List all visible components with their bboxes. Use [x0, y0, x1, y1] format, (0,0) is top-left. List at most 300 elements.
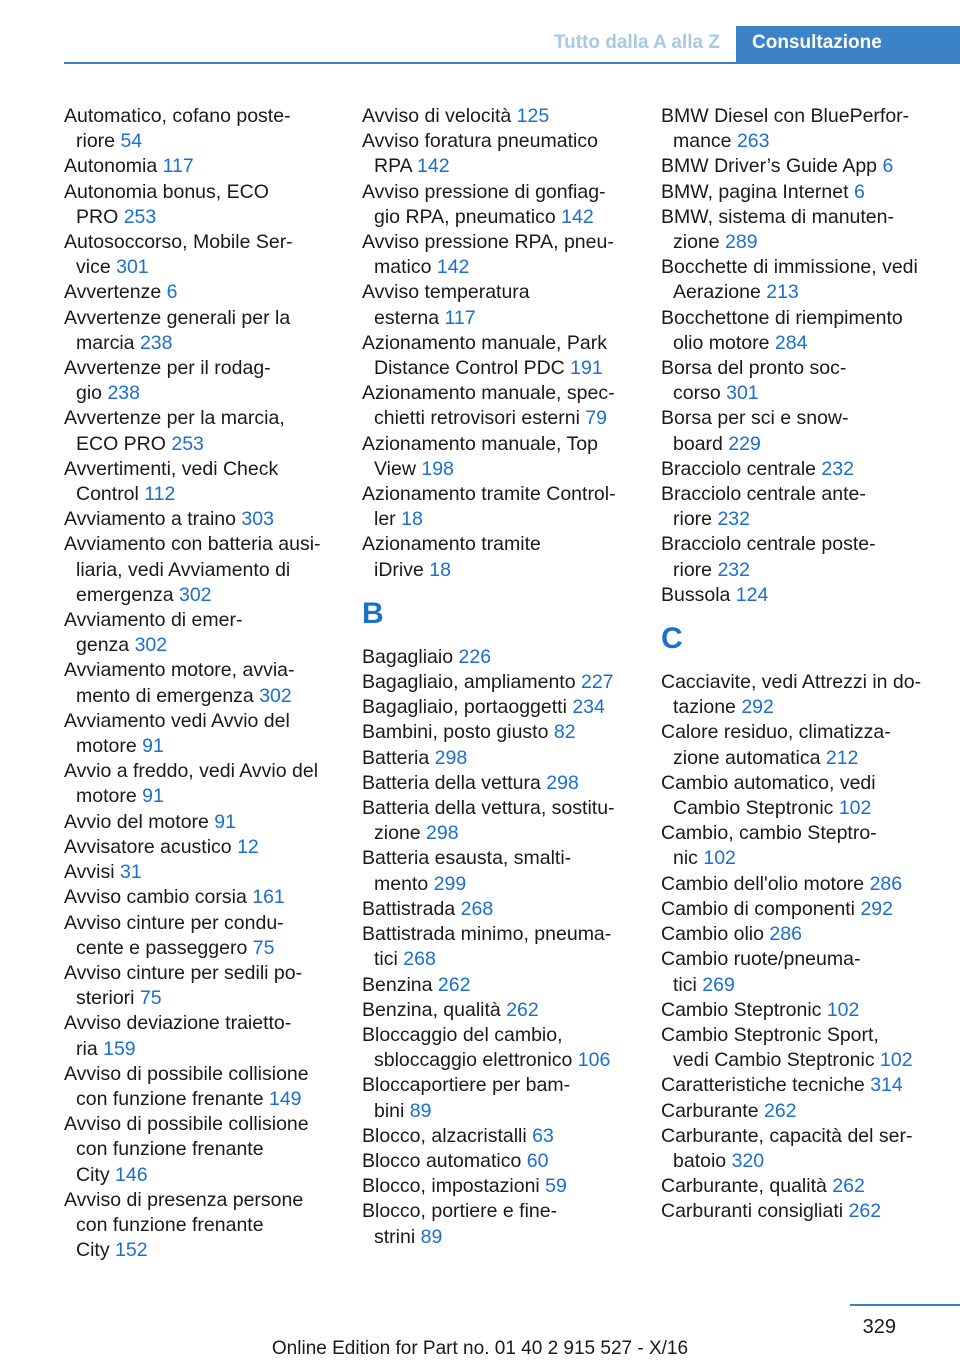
page-reference-link[interactable]: 262 [832, 1175, 865, 1198]
page-reference-link[interactable]: 269 [702, 973, 735, 996]
page-reference-link[interactable]: 31 [120, 861, 142, 884]
index-entry-text: Battistrada [362, 897, 461, 920]
index-entry-text: liaria, vedi Avviamento di [76, 558, 291, 581]
index-entry [362, 1174, 648, 1199]
index-entry-text: Caratteristiche tecniche [661, 1074, 871, 1097]
page-reference-link[interactable]: 106 [577, 1049, 611, 1072]
page-reference-link[interactable]: 149 [268, 1087, 302, 1110]
index-entry [362, 180, 648, 230]
index-entry [362, 645, 648, 670]
index-entry-text: RPA [374, 155, 417, 178]
index-entry-text: Avviso di possibile collisione [64, 1113, 309, 1136]
index-entry-text: steriori [76, 987, 140, 1010]
index-entry [362, 230, 648, 280]
index-entry-text: Cacciavite, vedi Attrezzi in do- [661, 671, 922, 694]
index-entry-text: Benzina, qualità [362, 998, 507, 1021]
page-reference-link[interactable]: 89 [409, 1099, 432, 1122]
index-entry [362, 280, 648, 330]
index-entry-text: Blocco, impostazioni [362, 1175, 546, 1198]
index-column-3 [661, 104, 953, 1225]
index-entry-text: Avviso cambio corsia [64, 886, 253, 909]
index-entry-text: tazione [673, 696, 742, 719]
index-entry-text: Avviso cinture per sedili po- [64, 961, 303, 984]
page-reference-link[interactable]: 234 [572, 696, 605, 719]
index-entry [64, 457, 350, 507]
index-entry-text: Cambio Steptronic [661, 998, 827, 1021]
index-entry-text: Avviso foratura pneumatico [362, 130, 598, 153]
index-entry-text: Avviamento con batteria ausi- [64, 533, 321, 556]
index-entry-text: BMW Diesel con BluePerfor- [661, 105, 910, 127]
index-entry [661, 771, 953, 821]
index-entry [362, 1073, 648, 1123]
page-reference-link[interactable]: 286 [769, 923, 802, 946]
page-reference-link[interactable]: 302 [178, 583, 212, 606]
index-entry-text: Battistrada minimo, pneuma- [362, 923, 612, 946]
index-entry-text: Cambio dell'olio motore [661, 872, 870, 895]
index-entry [661, 205, 953, 255]
index-entry [661, 482, 953, 532]
page-reference-link[interactable]: 227 [580, 671, 614, 694]
index-entry [64, 961, 350, 1011]
page-reference-link[interactable]: 303 [241, 508, 274, 531]
page-reference-link[interactable]: 302 [134, 634, 168, 657]
page-reference-link[interactable]: 142 [417, 155, 450, 178]
page-header [64, 26, 960, 64]
index-entry-text: Cambio Steptronic [673, 797, 839, 820]
index-entry [362, 746, 648, 771]
page-reference-link[interactable]: 263 [736, 130, 770, 153]
page-number: 329 [862, 1316, 896, 1338]
index-entry-text: mento [374, 872, 434, 895]
index-entry-text: Avvertimenti, vedi Check [64, 457, 279, 480]
page-reference-link[interactable]: 298 [426, 822, 459, 845]
index-entry-text: BMW, pagina Internet [661, 180, 854, 203]
index-entry-text: motore [76, 735, 143, 758]
index-entry-text: Cambio olio [661, 923, 770, 946]
page-reference-link[interactable]: 232 [717, 508, 750, 531]
index-entry [661, 897, 953, 922]
page-reference-link[interactable]: 292 [860, 897, 893, 920]
index-entry-text: strini [374, 1225, 421, 1248]
index-entry-text: Avviso di velocità [362, 105, 517, 127]
page-reference-link[interactable]: 253 [171, 432, 204, 455]
index-entry [362, 432, 648, 482]
page-reference-link[interactable]: 91 [142, 785, 164, 808]
index-entry [661, 356, 953, 406]
page-reference-link[interactable]: 82 [553, 721, 576, 744]
index-letter-heading: C [661, 622, 683, 656]
page-reference-link[interactable]: 102 [703, 847, 736, 870]
index-entry-text: Calore residuo, climatizza- [661, 721, 891, 744]
index-entry [362, 670, 648, 695]
page-reference-link[interactable]: 117 [444, 306, 476, 329]
page-reference-link[interactable]: 299 [433, 872, 467, 895]
index-entry [661, 872, 953, 897]
page-reference-link[interactable]: 286 [869, 872, 903, 895]
index-entry-text: zione automatica [673, 746, 826, 769]
index-entry-text: emergenza [76, 583, 179, 606]
page-reference-link[interactable]: 262 [506, 998, 539, 1021]
index-entry-text: Aerazione [673, 281, 767, 304]
index-entry-text: Borsa per sci e snow- [661, 407, 849, 430]
index-entry-text: Cambio Steptronic Sport, [661, 1023, 879, 1046]
index-entry-text: Bussola [661, 583, 736, 606]
page-reference-link[interactable]: 75 [252, 936, 275, 959]
index-entry-text: Azionamento manuale, Park [362, 331, 607, 354]
index-entry-text: Bagagliaio [362, 645, 459, 668]
page-reference-link[interactable]: 289 [725, 231, 758, 254]
index-entry-text: City [76, 1239, 115, 1262]
index-entry-text: Cambio di componenti [661, 897, 861, 920]
index-entry-text: ria [76, 1037, 104, 1060]
index-entry-text: esterna [374, 306, 445, 329]
index-entry-text: Blocco, portiere e fine- [362, 1200, 558, 1223]
index-entry-text: gio [76, 382, 108, 405]
index-entry-text: Distance Control PDC [374, 357, 571, 380]
index-entry-text: Cambio, cambio Steptro- [661, 822, 877, 845]
page-reference-link[interactable]: 117 [162, 155, 194, 178]
page-reference-link[interactable]: 268 [460, 897, 494, 920]
index-entry [64, 835, 350, 860]
page-reference-link[interactable]: 284 [774, 331, 808, 354]
page-reference-link[interactable]: 232 [717, 558, 750, 581]
page-reference-link[interactable]: 262 [763, 1099, 797, 1122]
index-entry-text: Autonomia bonus, ECO [64, 180, 269, 203]
index-entry-text: Autonomia [64, 155, 163, 178]
page-reference-link[interactable]: 125 [516, 105, 550, 127]
page-reference-link[interactable]: 102 [838, 797, 872, 820]
index-entry-text: Bagagliaio, portaoggetti [362, 696, 573, 719]
index-entry [362, 796, 648, 846]
index-entry-text: Avvio del motore [64, 810, 215, 833]
page-reference-link[interactable]: 91 [214, 810, 236, 833]
index-entry [362, 1023, 648, 1073]
page-reference-link[interactable]: 301 [116, 256, 149, 279]
index-entry [64, 280, 350, 305]
index-entry [661, 670, 953, 720]
index-entry-text: matico [374, 256, 437, 279]
page-reference-link[interactable]: 161 [252, 886, 285, 909]
index-entry [64, 759, 350, 809]
chapter-tab: Consultazione [736, 26, 960, 62]
index-entry [362, 720, 648, 745]
index-entry-text: Azionamento tramite Control- [362, 483, 616, 506]
index-entry-text: View [374, 457, 422, 480]
index-entry-text: Avviso pressione RPA, pneu- [362, 231, 614, 254]
index-entry-text: Avvertenze per il rodag- [64, 357, 271, 380]
index-entry-text: Avviso pressione di gonfiag- [362, 180, 606, 203]
page-reference-link[interactable]: 213 [766, 281, 799, 304]
page-reference-link[interactable]: 60 [526, 1149, 549, 1172]
section-title: Tutto dalla A alla Z [553, 32, 720, 53]
index-entry-text: sbloccaggio elettronico [374, 1049, 578, 1072]
index-entry-text: BMW, sistema di manuten- [661, 205, 894, 228]
page-reference-link[interactable]: 226 [458, 645, 492, 668]
index-entry-text: Cambio automatico, vedi [661, 771, 876, 794]
index-entry [64, 885, 350, 910]
index-entry [661, 180, 953, 205]
index-entry [64, 406, 350, 456]
page-reference-link[interactable]: 238 [107, 382, 140, 405]
index-entry-text: Avviso deviazione traietto- [64, 1012, 292, 1035]
page-reference-link[interactable]: 124 [735, 583, 769, 606]
index-entry-text: vedi Cambio Steptronic [673, 1049, 881, 1072]
index-entry-text: gio RPA, pneumatico [374, 205, 562, 228]
index-entry-text: ler [374, 508, 402, 531]
index-entry [661, 532, 953, 582]
page-reference-link[interactable]: 314 [870, 1074, 903, 1097]
index-entry-text: board [673, 432, 729, 455]
index-entry-text: riore [673, 558, 718, 581]
page-reference-link[interactable]: 91 [142, 735, 164, 758]
index-entry-text: vice [76, 256, 117, 279]
index-entry-text: Automatico, cofano poste- [64, 105, 291, 127]
page-reference-link[interactable]: 298 [434, 746, 468, 769]
index-entry [362, 897, 648, 922]
index-entry-text: batoio [673, 1149, 732, 1172]
index-entry [661, 821, 953, 871]
index-entry [64, 709, 350, 759]
index-entry-text: Avvertenze [64, 281, 167, 304]
page-reference-link[interactable]: 198 [421, 457, 454, 480]
index-letter-heading: B [362, 596, 384, 630]
index-entry [661, 255, 953, 305]
index-entry-text: Autosoccorso, Mobile Ser- [64, 231, 293, 254]
index-entry [661, 1073, 953, 1098]
page-reference-link[interactable]: 262 [848, 1200, 882, 1223]
index-entry [661, 154, 953, 179]
index-entry-text: Carburante, capacità del ser- [661, 1124, 913, 1147]
index-entry [362, 532, 648, 582]
index-entry [362, 104, 648, 129]
page-reference-link[interactable]: 142 [561, 205, 594, 228]
index-entry-text: Blocco, alzacristalli [362, 1124, 533, 1147]
index-entry [362, 846, 648, 896]
index-entry [64, 104, 350, 154]
index-entry [362, 771, 648, 796]
index-entry-text: Avviamento motore, avvia- [64, 659, 295, 682]
index-entry-text: motore [76, 785, 143, 808]
index-entry-text: Cambio ruote/pneuma- [661, 948, 861, 971]
index-entry-text: Bloccaggio del cambio, [362, 1023, 563, 1046]
index-entry-text: Avviso di possibile collisione [64, 1062, 309, 1085]
index-entry-text: riore [673, 508, 718, 531]
index-entry [362, 1199, 648, 1249]
index-entry-text: Avviamento vedi Avvio del [64, 709, 290, 732]
index-entry [661, 583, 953, 608]
index-entry-text: Batteria della vettura, sostitu- [362, 797, 615, 820]
index-entry [661, 457, 953, 482]
index-entry-text: Bloccaportiere per bam- [362, 1074, 571, 1097]
page-reference-link[interactable]: 6 [853, 180, 865, 203]
index-entry-text: Azionamento manuale, spec- [362, 382, 615, 405]
index-entry-text: Bocchette di immissione, vedi [661, 256, 918, 279]
index-entry-text: mento di emergenza [76, 684, 260, 707]
page-reference-link[interactable]: 102 [880, 1049, 913, 1072]
index-entry-text: Batteria esausta, smalti- [362, 847, 572, 870]
index-entry-text: Avviso di presenza persone [64, 1188, 304, 1211]
index-entry-text: Bocchettone di riempimento [661, 306, 903, 329]
index-entry [362, 482, 648, 532]
index-entry [64, 180, 350, 230]
index-entry [64, 608, 350, 658]
index-entry-text: Carburante [661, 1099, 764, 1122]
index-entry-text: iDrive [374, 558, 430, 581]
index-entry-text: Batteria della vettura [362, 771, 547, 794]
page-reference-link[interactable]: 229 [728, 432, 761, 455]
index-entry-text: Carburanti consigliati [661, 1200, 849, 1223]
index-entry [362, 331, 648, 381]
page-reference-link[interactable]: 191 [570, 357, 603, 380]
index-entry-text: Carburante, qualità [661, 1175, 833, 1198]
index-entry [64, 306, 350, 356]
index-entry [362, 695, 648, 720]
index-entry-text: Azionamento manuale, Top [362, 432, 598, 455]
page-reference-link[interactable]: 232 [821, 457, 854, 480]
index-entry-text: Avviamento a traino [64, 508, 242, 531]
index-entry [64, 860, 350, 885]
index-entry-text: con funzione frenante [76, 1213, 264, 1236]
index-entry [362, 922, 648, 972]
page-reference-link[interactable]: 238 [139, 331, 173, 354]
page-reference-link[interactable]: 102 [826, 998, 860, 1021]
index-entry-text: genza [76, 634, 135, 657]
page-reference-link[interactable]: 253 [123, 205, 157, 228]
index-entry-text: bini [374, 1099, 410, 1122]
index-entry [64, 532, 350, 608]
index-entry-text: Azionamento tramite [362, 533, 541, 556]
page-reference-link[interactable]: 142 [436, 256, 470, 279]
index-entry [64, 911, 350, 961]
page-reference-link[interactable]: 79 [585, 407, 608, 430]
index-entry-text: Avviso cinture per condu- [64, 911, 284, 934]
index-entry-text: Benzina [362, 973, 438, 996]
page-reference-link[interactable]: 262 [437, 973, 471, 996]
page-reference-link[interactable]: 89 [420, 1225, 443, 1248]
page-reference-link[interactable]: 159 [103, 1037, 136, 1060]
index-entry-text: Bracciolo centrale poste- [661, 533, 876, 556]
index-entry [661, 1199, 953, 1224]
index-entry [362, 998, 648, 1023]
index-entry [64, 1188, 350, 1264]
index-entry [362, 1124, 648, 1149]
index-entry-text: zione [374, 822, 427, 845]
page-reference-link[interactable]: 18 [401, 508, 423, 531]
index-entry-text: nic [673, 847, 704, 870]
index-entry [661, 1124, 953, 1174]
page-reference-link[interactable]: 112 [144, 483, 176, 506]
index-entry-text: riore [76, 130, 121, 153]
page-reference-link[interactable]: 302 [259, 684, 292, 707]
index-entry [64, 1011, 350, 1061]
page-reference-link[interactable]: 63 [532, 1124, 554, 1147]
index-entry-text: Avviso temperatura [362, 281, 530, 304]
footer-rule [850, 1304, 960, 1306]
index-entry [661, 306, 953, 356]
index-entry [64, 230, 350, 280]
page-reference-link[interactable]: 59 [545, 1175, 567, 1198]
page-reference-link[interactable]: 152 [115, 1239, 148, 1262]
index-entry-text: ECO PRO [76, 432, 172, 455]
index-entry [661, 998, 953, 1023]
index-entry-text: tici [673, 973, 703, 996]
index-entry-text: corso [673, 382, 727, 405]
index-entry [64, 1062, 350, 1112]
index-entry-text: tici [374, 948, 404, 971]
index-entry-text: Avvio a freddo, vedi Avvio del [64, 760, 319, 783]
index-entry-text: zione [673, 231, 726, 254]
index-entry-text: marcia [76, 331, 140, 354]
index-entry [64, 154, 350, 179]
page-reference-link[interactable]: 298 [546, 771, 579, 794]
footer-edition-text: Online Edition for Part no. 01 40 2 915 527 - X/16 [271, 1338, 689, 1359]
index-entry-text: Blocco automatico [362, 1149, 527, 1172]
index-entry-text: chietti retrovisori esterni [374, 407, 586, 430]
index-entry [661, 947, 953, 997]
index-entry-text: Control [76, 483, 145, 506]
index-entry [362, 381, 648, 431]
index-entry-text: mance [673, 130, 737, 153]
index-entry-text: Bracciolo centrale [661, 457, 822, 480]
index-entry-text: City [76, 1163, 115, 1186]
index-entry [362, 129, 648, 179]
index-entry [362, 973, 648, 998]
index-entry-text: cente e passeggero [76, 936, 253, 959]
index-entry-text: Bagagliaio, ampliamento [362, 671, 581, 694]
index-entry-text: Avvertenze per la marcia, [64, 407, 285, 430]
index-entry-text: olio motore [673, 331, 775, 354]
page-reference-link[interactable]: 75 [139, 987, 162, 1010]
index-entry-text: PRO [76, 205, 124, 228]
index-entry [661, 104, 953, 154]
index-entry-text: Avvisi [64, 861, 120, 884]
page-reference-link[interactable]: 292 [741, 696, 774, 719]
index-entry-text: Avvisatore acustico [64, 835, 238, 858]
page-reference-link[interactable]: 320 [731, 1149, 765, 1172]
page-reference-link[interactable]: 12 [237, 835, 259, 858]
index-entry-text: Bracciolo centrale ante- [661, 483, 866, 506]
page-reference-link[interactable]: 268 [403, 948, 436, 971]
page-reference-link[interactable]: 18 [429, 558, 451, 581]
index-column-2 [362, 104, 648, 1250]
index-entry-text: Avviamento di emer- [64, 609, 243, 632]
index-entry-text: Bambini, posto giusto [362, 721, 554, 744]
index-entry [64, 658, 350, 708]
index-entry-text: Borsa del pronto soc- [661, 357, 847, 380]
index-entry [661, 720, 953, 770]
index-entry-text: BMW Driver’s Guide App [661, 155, 883, 178]
index-entry [661, 1174, 953, 1199]
page-reference-link[interactable]: 6 [166, 281, 178, 304]
index-entry-text: con funzione frenante [76, 1087, 269, 1110]
index-entry [64, 1112, 350, 1188]
index-entry [64, 356, 350, 406]
index-entry [661, 922, 953, 947]
index-entry [661, 1023, 953, 1073]
page-reference-link[interactable]: 54 [120, 130, 143, 153]
index-entry-text: con funzione frenante [76, 1138, 264, 1161]
page-reference-link[interactable]: 146 [115, 1163, 148, 1186]
index-entry [64, 810, 350, 835]
index-entry [362, 1149, 648, 1174]
page-reference-link[interactable]: 301 [726, 382, 759, 405]
index-entry [661, 1099, 953, 1124]
page-reference-link[interactable]: 212 [825, 746, 859, 769]
index-entry-text: Avvertenze generali per la [64, 306, 291, 329]
page-reference-link[interactable]: 6 [882, 155, 894, 178]
index-entry-text: Batteria [362, 746, 435, 769]
index-entry [661, 406, 953, 456]
